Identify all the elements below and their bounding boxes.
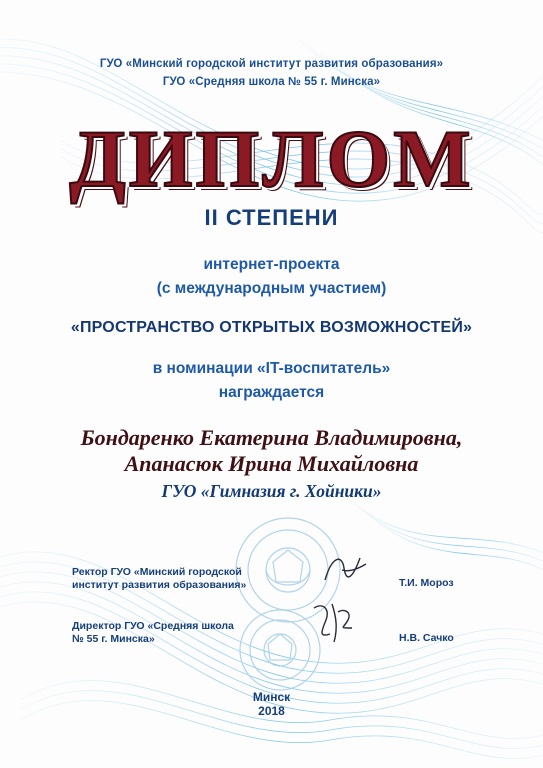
rector-title [72,566,246,592]
project-name: «ПРОСТРАНСТВО ОТКРЫТЫХ ВОЗМОЖНОСТЕЙ» [70,319,473,336]
degree-label: II СТЕПЕНИ [204,205,339,230]
director-title-line-1: Директор ГУО «Средняя школа [72,620,234,632]
rector-name: Т.И. Мороз [399,577,454,589]
director-title-line-2: № 55 г. Минска» [72,633,155,645]
director-signature [308,598,358,646]
footer-city: Минск [252,690,291,704]
recipient-name-1: Бондаренко Екатерина Владимировна, [80,425,463,450]
recipient-school: ГУО «Гимназия г. Хойники» [161,481,382,501]
event-line-2: (с международным участием) [156,280,387,297]
diploma-title: ДИПЛОМ [69,113,474,204]
event-line-1: интернет-проекта [203,256,340,273]
rector-title-line-1: Ректор ГУО «Минский городской [72,566,242,578]
director-name: Н.В. Сачко [399,632,454,644]
issuer-line-1: ГУО «Минский городской институт развития образования» [99,58,444,70]
rector-title-line-2: институт развития образования» [72,579,247,591]
rector-signature [320,550,370,590]
nomination-line: в номинации «IT-воспитатель» [152,360,391,377]
awarded-line: награждается [218,384,325,401]
director-title [72,620,234,646]
footer-year: 2018 [258,704,285,718]
recipient-name-2: Апанасюк Ирина Михайловна [124,451,419,476]
issuer-line-2: ГУО «Средняя школа № 55 г. Минска» [162,76,381,88]
